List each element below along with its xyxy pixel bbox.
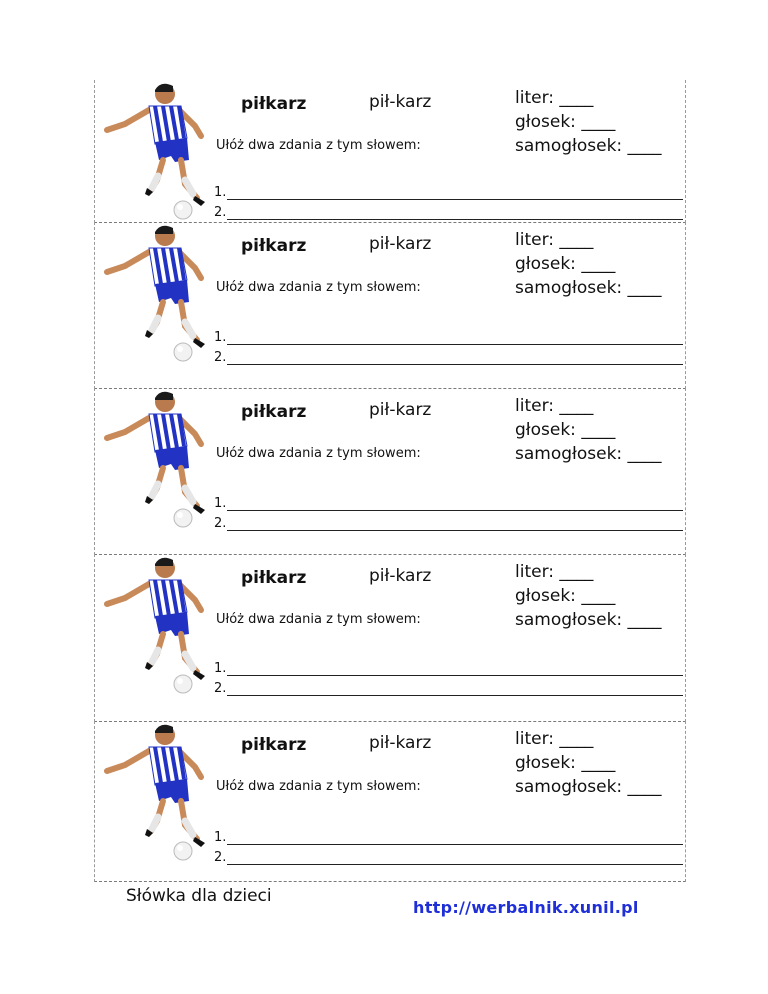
- sentence-line-number: 1.: [214, 830, 227, 845]
- card-task-instruction: Ułóż dwa zdania z tym słowem:: [216, 446, 421, 461]
- stat-vowels: samogłosek: ____: [515, 278, 662, 298]
- sentence-line-number: 1.: [214, 185, 227, 200]
- word-card: [94, 721, 686, 882]
- soccer-player-icon: [101, 222, 209, 362]
- card-word: piłkarz: [241, 402, 307, 422]
- sentence-line-1[interactable]: [214, 329, 683, 345]
- card-syllables: pił-karz: [369, 566, 432, 586]
- sentence-line-number: 1.: [214, 330, 227, 345]
- card-stats: [515, 394, 662, 466]
- sentence-line-2[interactable]: [214, 849, 683, 865]
- stat-letters: liter: ____: [515, 396, 594, 416]
- writing-rule[interactable]: [227, 663, 683, 676]
- sentence-line-1[interactable]: [214, 829, 683, 845]
- card-stats: [515, 727, 662, 799]
- sentence-line-number: 2.: [214, 681, 227, 696]
- stat-vowels: samogłosek: ____: [515, 444, 662, 464]
- stat-sounds: głosek: ____: [515, 420, 616, 440]
- soccer-player-icon: [101, 721, 209, 861]
- writing-rule[interactable]: [227, 207, 683, 220]
- word-card: [94, 80, 686, 223]
- sentence-line-number: 1.: [214, 661, 227, 676]
- soccer-player-icon: [101, 554, 209, 694]
- card-word: piłkarz: [241, 735, 307, 755]
- card-word: piłkarz: [241, 568, 307, 588]
- card-task-instruction: Ułóż dwa zdania z tym słowem:: [216, 280, 421, 295]
- sentence-line-1[interactable]: [214, 184, 683, 200]
- stat-sounds: głosek: ____: [515, 112, 616, 132]
- sentence-line-number: 2.: [214, 350, 227, 365]
- card-task-instruction: Ułóż dwa zdania z tym słowem:: [216, 612, 421, 627]
- stat-sounds: głosek: ____: [515, 753, 616, 773]
- stat-vowels: samogłosek: ____: [515, 777, 662, 797]
- writing-rule[interactable]: [227, 352, 683, 365]
- soccer-player-icon: [101, 388, 209, 528]
- card-stats: [515, 560, 662, 632]
- sentence-line-number: 2.: [214, 516, 227, 531]
- card-syllables: pił-karz: [369, 234, 432, 254]
- writing-rule[interactable]: [227, 518, 683, 531]
- word-card: [94, 388, 686, 555]
- writing-rule[interactable]: [227, 683, 683, 696]
- stat-letters: liter: ____: [515, 562, 594, 582]
- word-card: [94, 222, 686, 389]
- soccer-player-icon: [101, 80, 209, 220]
- sentence-line-1[interactable]: [214, 495, 683, 511]
- card-word: piłkarz: [241, 236, 307, 256]
- stat-sounds: głosek: ____: [515, 254, 616, 274]
- sentence-line-2[interactable]: [214, 680, 683, 696]
- sentence-line-1[interactable]: [214, 660, 683, 676]
- writing-rule[interactable]: [227, 187, 683, 200]
- sentence-line-number: 2.: [214, 205, 227, 220]
- sentence-line-number: 2.: [214, 850, 227, 865]
- card-stats: [515, 228, 662, 300]
- sentence-line-number: 1.: [214, 496, 227, 511]
- sentence-line-2[interactable]: [214, 204, 683, 220]
- stat-letters: liter: ____: [515, 729, 594, 749]
- word-card: [94, 554, 686, 722]
- stat-letters: liter: ____: [515, 88, 594, 108]
- card-syllables: pił-karz: [369, 733, 432, 753]
- stat-sounds: głosek: ____: [515, 586, 616, 606]
- sentence-line-2[interactable]: [214, 515, 683, 531]
- writing-rule[interactable]: [227, 852, 683, 865]
- footer-url-link[interactable]: http://werbalnik.xunil.pl: [413, 898, 639, 917]
- stat-vowels: samogłosek: ____: [515, 610, 662, 630]
- card-syllables: pił-karz: [369, 92, 432, 112]
- card-stats: [515, 86, 662, 158]
- card-syllables: pił-karz: [369, 400, 432, 420]
- card-word: piłkarz: [241, 94, 307, 114]
- card-task-instruction: Ułóż dwa zdania z tym słowem:: [216, 138, 421, 153]
- stat-vowels: samogłosek: ____: [515, 136, 662, 156]
- writing-rule[interactable]: [227, 332, 683, 345]
- sentence-line-2[interactable]: [214, 349, 683, 365]
- writing-rule[interactable]: [227, 832, 683, 845]
- footer-site-title: Słówka dla dzieci: [126, 886, 272, 906]
- writing-rule[interactable]: [227, 498, 683, 511]
- stat-letters: liter: ____: [515, 230, 594, 250]
- card-task-instruction: Ułóż dwa zdania z tym słowem:: [216, 779, 421, 794]
